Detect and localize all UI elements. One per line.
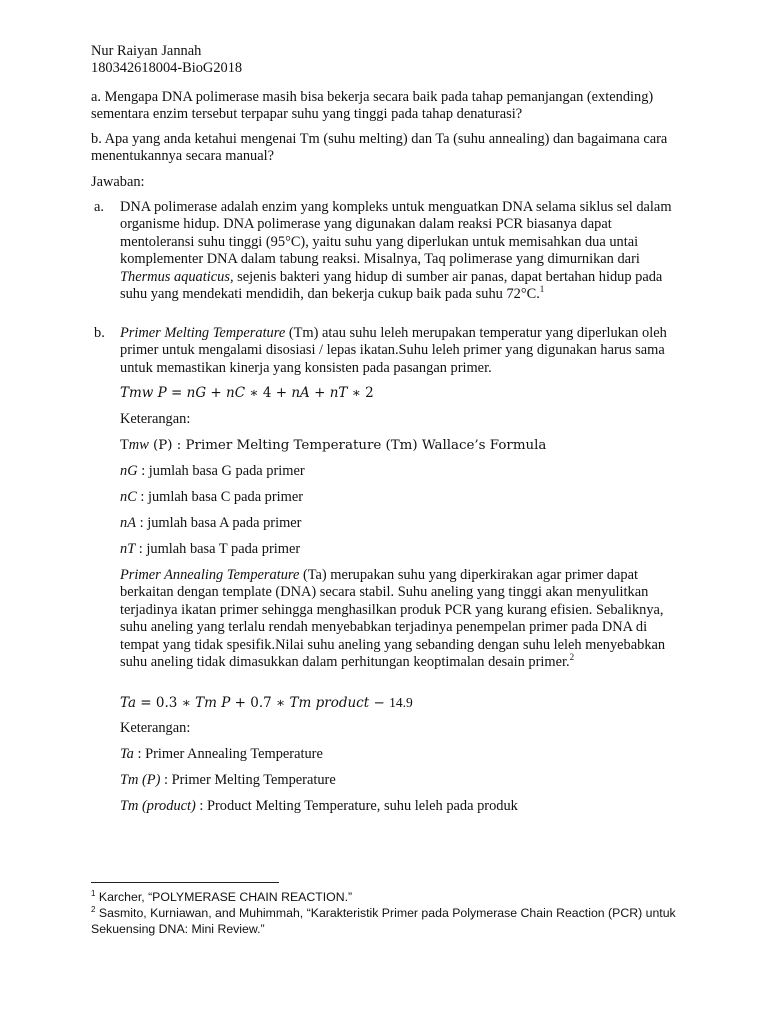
def-term: nA <box>120 515 136 531</box>
formula1-eq: = <box>166 385 187 401</box>
footnote-ref-1: 1 <box>539 284 545 295</box>
keterangan-2: Keterangan: <box>120 720 191 736</box>
formula1-lhs: Tmw P <box>120 385 167 401</box>
def-nC <box>120 489 303 506</box>
footnote-2-text: Sasmito, Kurniawan, and Muhimmah, “Karakteristik Primer pada Polymerase Chain Reaction (PCR) untuk Sekuensing DNA: Mini Review.” <box>91 906 676 936</box>
def-text: : jumlah basa A pada primer <box>136 515 302 531</box>
keterangan-1: Keterangan: <box>120 411 191 427</box>
answer-a-species: Thermus aquaticus <box>120 268 230 285</box>
footnote-separator <box>91 882 279 883</box>
formula2-plus: + <box>230 695 251 711</box>
author-name: Nur Raiyan Jannah <box>91 43 202 59</box>
formula2-const-1: 0.3 <box>155 695 178 711</box>
footnote-ref-2: 2 <box>569 652 575 663</box>
def-nG <box>120 463 305 480</box>
ta-paragraph <box>120 567 680 671</box>
question-b: b. Apa yang anda ketahui mengenai Tm (suhu melting) dan Ta (suhu annealing) dan bagaimana cara menentukannya secara manual? <box>91 131 668 165</box>
tm-paragraph <box>120 325 680 377</box>
formula1-nA: nA <box>291 385 310 401</box>
answer-a-text-2: , sejenis bakteri yang hidup di sumber air panas, dapat bertahan hidup pada suhu yang mendekati mendidih, dan bekerja cukup baik pada suhu 72°C. <box>120 268 663 303</box>
def-text: : jumlah basa T pada primer <box>135 541 301 557</box>
formula2-times-2: ∗ <box>271 695 290 711</box>
formula1-plus-3: + <box>309 385 330 401</box>
formula1-times-2: ∗ <box>347 385 366 401</box>
def-term: Ta <box>120 746 134 762</box>
def-term: Tm (P) <box>120 772 161 788</box>
wallace-formula <box>120 385 374 402</box>
formula1-nG: nG <box>186 385 207 401</box>
formula2-tmp: Tm P <box>195 695 231 711</box>
footnote-2 <box>91 905 691 937</box>
formula2-const-3: 14.9 <box>389 695 413 710</box>
tmw-rest: (P) : Primer Melting Temperature (Tm) Wallace’s Formula <box>148 438 547 453</box>
formula1-plus-1: + <box>206 385 227 401</box>
def-nA <box>120 515 301 532</box>
answer-a-text-1: DNA polimerase adalah enzim yang kompleks untuk menguatkan DNA selama siklus sel dalam organisme hidup. DNA polimerase yang digunakan dalam reaksi PCR biasanya dapat mentoleransi suhu tinggi (95°C), yaitu suhu yang diperlukan untuk memisahkan dua untai komplementer DNA dalam tabung reaksi. Misalnya, Taq polimerase yang dimurnikan dari <box>120 199 672 268</box>
question-a: a. Mengapa DNA polimerase masih bisa bekerja secara baik pada tahap pemanjangan (extending) sementara enzim tersebut terpapar suhu yang tinggi pada tahap denaturasi? <box>91 89 654 123</box>
answer-a-label: a. <box>94 199 104 215</box>
def-text: : Primer Annealing Temperature <box>133 746 323 762</box>
answer-a-paragraph <box>120 199 680 303</box>
student-id: 180342618004-BioG2018 <box>91 60 243 77</box>
def-tm-p <box>120 772 336 789</box>
formula2-const-2: 0.7 <box>250 695 272 711</box>
def-ta <box>120 746 323 763</box>
formula2-minus: − <box>369 695 390 711</box>
footnote-2-number: 2 <box>91 904 96 914</box>
formula2-times-1: ∗ <box>177 695 196 711</box>
formula1-const-2: 2 <box>365 385 374 401</box>
def-term: nT <box>120 541 136 557</box>
formula1-nC: nC <box>226 385 246 401</box>
def-text: : jumlah basa C pada primer <box>136 489 304 505</box>
author-header <box>91 43 242 78</box>
answers-heading: Jawaban: <box>91 174 145 190</box>
formula1-plus-2: + <box>271 385 292 401</box>
def-text: : Primer Melting Temperature <box>160 772 336 788</box>
formula2-tm-product: Tm product <box>289 695 370 711</box>
answer-b-label: b. <box>94 325 105 341</box>
formula1-const-4: 4 <box>262 385 272 401</box>
def-term: Tm (product) <box>120 798 196 814</box>
def-text: : Product Melting Temperature, suhu leleh pada produk <box>195 798 518 814</box>
tmw-definition <box>120 437 546 454</box>
tm-term: Primer Melting Temperature <box>120 325 286 341</box>
formula2-lhs: Ta <box>120 695 137 711</box>
tmw-prefix: T <box>120 437 129 453</box>
footnote-1-number: 1 <box>91 888 96 898</box>
formula1-nT: nT <box>329 385 348 401</box>
tmw-italic: mw <box>128 437 149 453</box>
tm-text: (Tm) atau suhu leleh merupakan temperatur yang diperlukan oleh primer untuk mengalami disosiasi / lepas ikatan.Suhu leleh primer yang digunakan harus sama untuk memastikan kinerja yang konsisten pada pasangan primer. <box>120 325 667 376</box>
def-nT <box>120 541 300 558</box>
footnote-1-text: Karcher, “POLYMERASE CHAIN REACTION.” <box>95 890 353 904</box>
def-text: : jumlah basa G pada primer <box>137 463 305 479</box>
formula2-eq: = <box>136 695 156 711</box>
def-tm-product <box>120 798 518 815</box>
ta-term: Primer Annealing Temperature <box>120 567 300 583</box>
ta-text: (Ta) merupakan suhu yang diperkirakan agar primer dapat berkaitan dengan template (DNA) secara stabil. Suhu aneling yang tinggi akan menyulitkan terjadinya ikatan primer sehingga menghasilkan produk PCR yang kurang efisien. Sebaliknya, suhu aneling yang terlalu rendah menyebabkan terjadinya penempelan primer pada DNA di tempat yang tidak spesifik.Nilai suhu aneling yang sebanding dengan suhu leleh menyebabkan suhu aneling tidak dimasukkan dalam perhitungan keoptimalan desain primer. <box>120 567 666 671</box>
footnote-1 <box>91 889 691 905</box>
def-term: nC <box>120 489 137 505</box>
def-term: nG <box>120 463 138 479</box>
annealing-formula <box>120 694 413 712</box>
formula1-times-1: ∗ <box>245 385 263 401</box>
